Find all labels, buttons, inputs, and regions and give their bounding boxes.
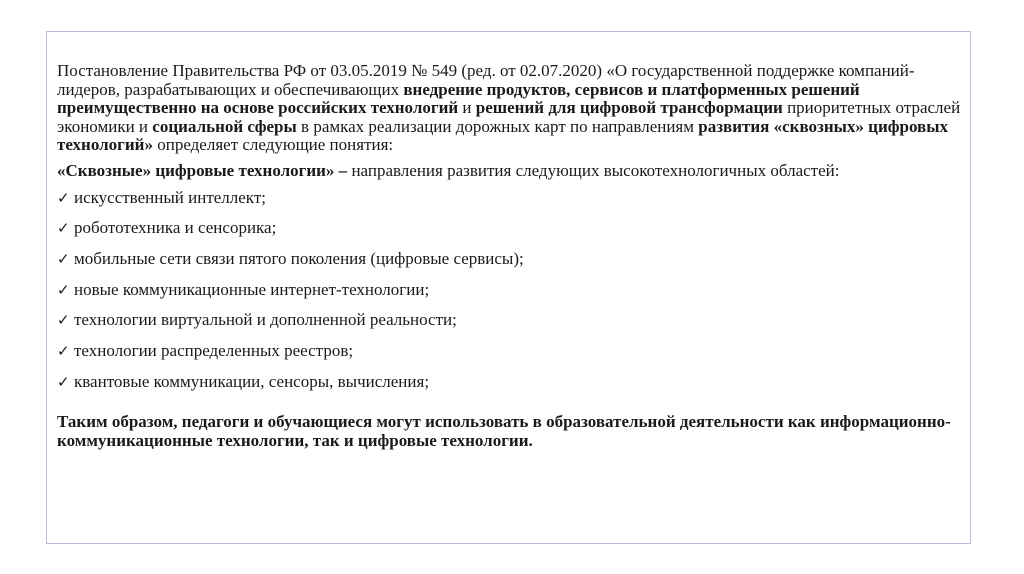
intro-bold-3: социальной сферы <box>152 116 297 136</box>
check-mark-icon: ✓ <box>57 280 70 299</box>
list-item <box>57 373 967 404</box>
list-item-text: технологии распределенных реестров; <box>74 341 354 360</box>
conclusion-paragraph: Таким образом, педагоги и обучающиеся могут использовать в образовательной деятельности как информационно-коммуникационные технологии, так и цифровые технологии. <box>57 412 951 450</box>
list-item-text: технологии виртуальной и дополненной реальности; <box>74 310 457 330</box>
list-item-text: новые коммуникационные интернет-технологии; <box>74 279 430 299</box>
definition-text: направления развития следующих высокотехнологичных областей: <box>347 160 840 180</box>
list-item <box>57 281 967 312</box>
intro-bold-4: развития «сквозных» цифровых технологий» <box>57 116 949 155</box>
list-item-text: робототехника и сенсорика; <box>74 218 277 238</box>
list-item-text: квантовые коммуникации, сенсоры, вычисления; <box>74 371 430 391</box>
check-mark-icon: ✓ <box>57 342 70 360</box>
list-item <box>57 250 967 281</box>
intro-bold-2: решений для цифровой трансформации <box>475 98 783 118</box>
definition-term: «Сквозные» цифровые технологии» – <box>57 160 348 180</box>
check-mark-icon: ✓ <box>57 249 70 268</box>
list-item-text: мобильные сети связи пятого поколения (цифровые сервисы); <box>74 248 524 268</box>
list-item <box>57 311 967 342</box>
list-item <box>57 189 967 220</box>
check-mark-icon: ✓ <box>57 311 70 330</box>
technology-list <box>57 189 967 404</box>
list-item <box>57 342 967 373</box>
intro-bold-1: внедрение продуктов, сервисов и платформенных решений преимущественно на основе российских технологий <box>57 79 860 118</box>
check-mark-icon: ✓ <box>57 372 70 391</box>
slide-content <box>57 62 967 451</box>
definition-paragraph <box>57 162 967 181</box>
intro-text-5: определяет следующие понятия: <box>152 135 394 155</box>
intro-text-2: и <box>458 98 476 118</box>
list-item-text: искусственный интеллект; <box>74 187 266 207</box>
check-mark-icon: ✓ <box>57 188 70 207</box>
check-mark-icon: ✓ <box>57 219 70 238</box>
intro-text-4: в рамках реализации дорожных карт по направлениям <box>296 116 699 136</box>
intro-text-1: Постановление Правительства РФ от 03.05.2019 № 549 (ред. от 02.07.2020) «О государственной поддержке компаний-лидеров, разрабатывающих и обеспечивающих <box>57 61 915 99</box>
intro-paragraph <box>57 62 967 155</box>
list-item <box>57 219 967 250</box>
intro-text-3: приоритетных отраслей экономики и <box>57 98 961 136</box>
